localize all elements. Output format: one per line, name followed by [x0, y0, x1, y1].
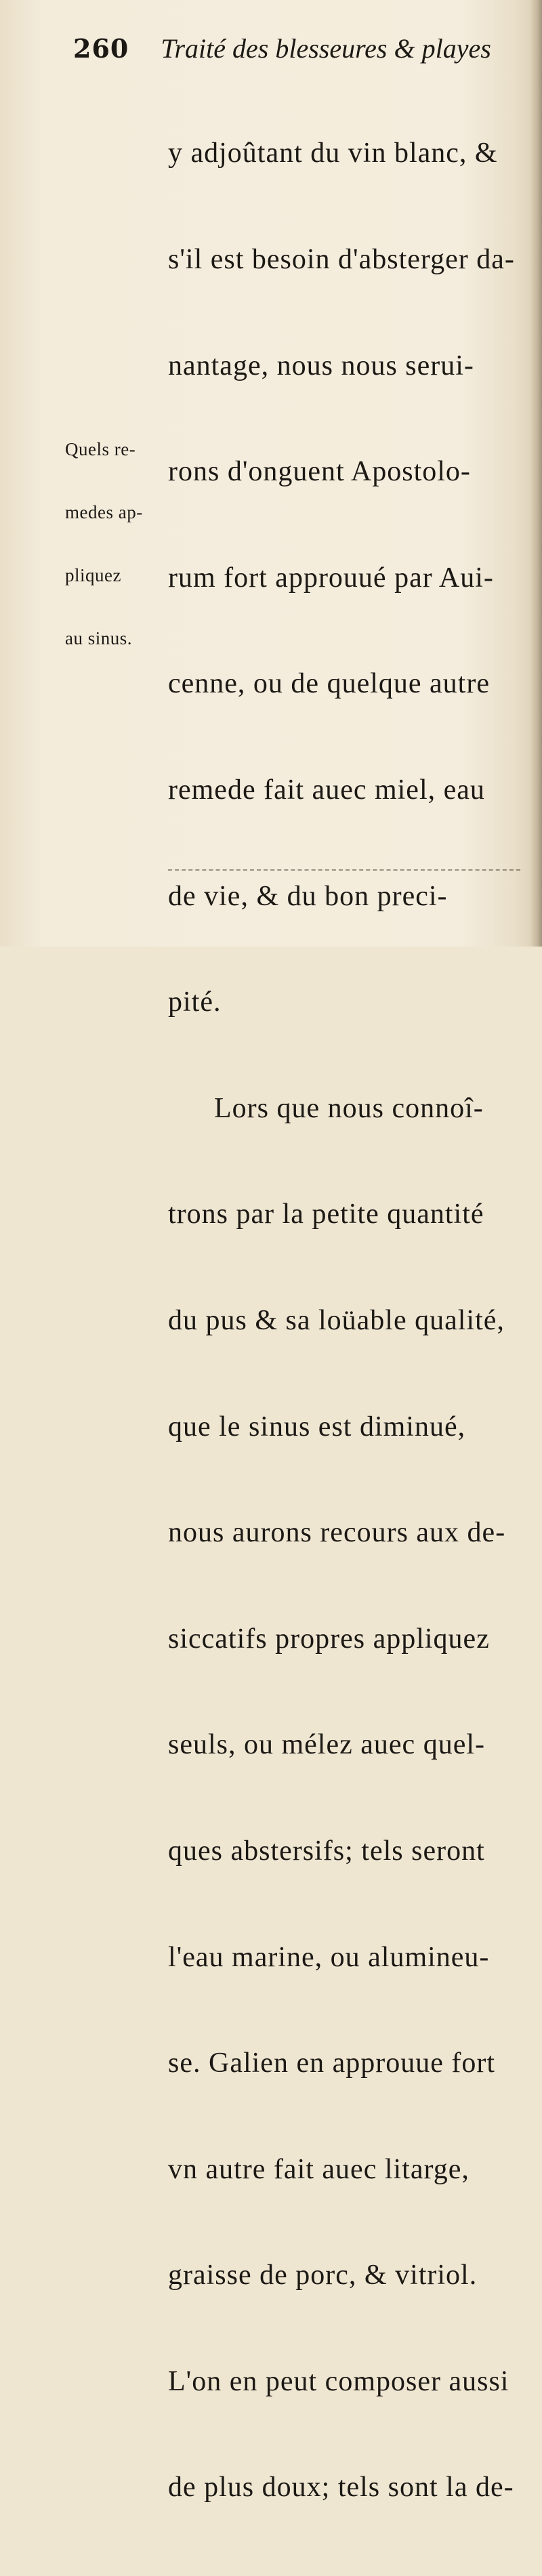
body-line: ques abstersifs; tels seront — [168, 1835, 485, 1867]
bottom-rule — [168, 869, 520, 872]
body-line: cenne, ou de quelque autre — [168, 668, 490, 700]
margin-note-line: Quels re- — [65, 439, 136, 459]
body-line: que le sinus est diminué, — [168, 1411, 466, 1442]
body-line: vn autre fait auec litarge, — [168, 2153, 470, 2185]
body-line: du pus & sa loüable qualité, — [168, 1304, 505, 1336]
page-edge-shadow — [530, 0, 542, 947]
running-title: Traité des blesseures & playes — [161, 33, 491, 64]
body-line: l'eau marine, ou alumineu- — [168, 1941, 490, 1973]
body-line: y adjoûtant du vin blanc, & — [168, 138, 498, 169]
body-line: de vie, & du bon preci- — [168, 880, 448, 912]
body-line: nous aurons recours aux de- — [168, 1517, 506, 1549]
margin-note — [65, 397, 173, 691]
body-line: rons d'onguent Apostolo- — [168, 456, 471, 488]
margin-note-line: au sinus. — [65, 628, 132, 648]
body-line: graisse de porc, & vitriol. — [168, 2260, 478, 2291]
paragraph-start-line: Lors que nous connoî- — [214, 1092, 484, 1124]
body-line: rum fort approuué par Aui- — [168, 562, 494, 594]
body-line: nantage, nous nous serui- — [168, 350, 474, 381]
body-text — [168, 65, 526, 2576]
body-line: trons par la petite quantité — [168, 1199, 484, 1230]
page-number: 260 — [73, 33, 129, 64]
body-line: L'on en peut composer aussi — [168, 2365, 509, 2397]
margin-note-line: pliquez — [65, 565, 121, 585]
body-line: seuls, ou mélez auec quel- — [168, 1729, 485, 1761]
body-line: pité. — [168, 986, 222, 1018]
body-line: remede fait auec miel, eau — [168, 774, 485, 806]
body-line: s'il est besoin d'absterger da- — [168, 244, 515, 275]
body-line: siccatifs propres appliquez — [168, 1623, 490, 1655]
body-line: se. Galien en approuue fort — [168, 2048, 495, 2079]
margin-note-line: medes ap- — [65, 502, 143, 522]
body-line: de plus doux; tels sont la de- — [168, 2472, 514, 2504]
